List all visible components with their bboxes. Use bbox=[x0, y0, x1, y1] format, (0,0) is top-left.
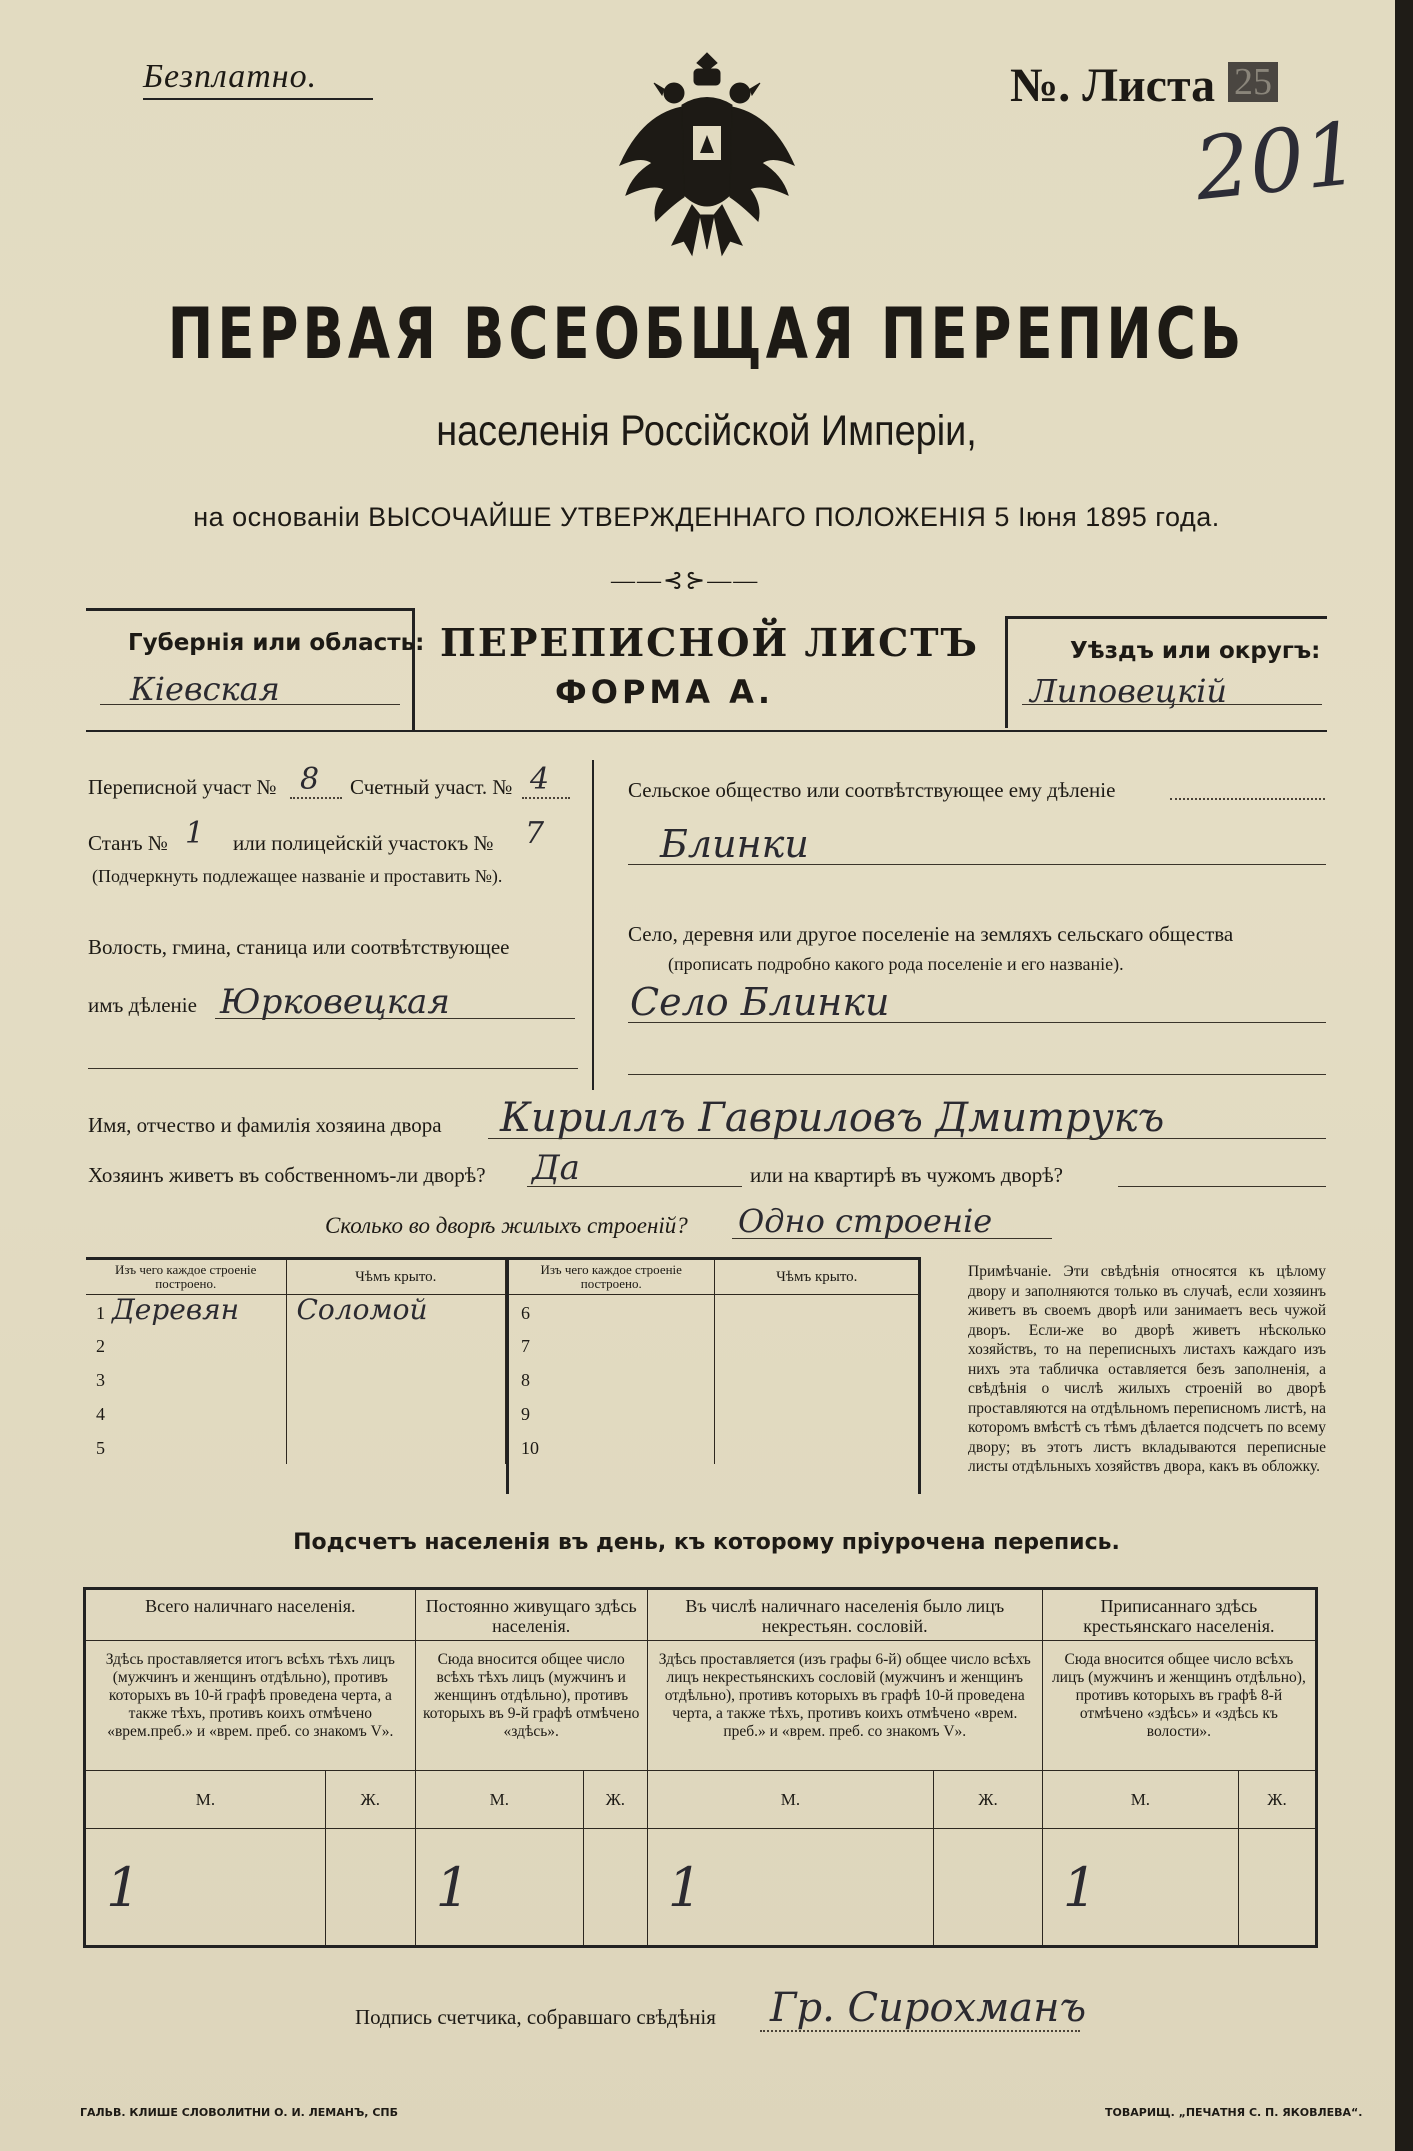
printer-left: ГАЛЬВ. КЛИШЕ СЛОВОЛИТНИ О. И. ЛЕМАНЪ, СПБ bbox=[80, 2106, 398, 2119]
row-number: 2 bbox=[96, 1336, 105, 1356]
counting-section-line bbox=[522, 797, 570, 799]
guberniya-right-rule bbox=[412, 608, 415, 730]
male-header: М. bbox=[415, 1771, 583, 1829]
female-header: Ж. bbox=[934, 1771, 1043, 1829]
buildings-table-left bbox=[86, 1260, 506, 1464]
row-number: 1 bbox=[96, 1302, 105, 1323]
permanent-female-value bbox=[583, 1829, 647, 1947]
community-value: Блинки bbox=[660, 822, 809, 866]
scan-edge bbox=[1395, 0, 1413, 2151]
registered-female-value bbox=[1238, 1829, 1316, 1947]
guberniya-value: Кіевская bbox=[130, 670, 280, 708]
uyezd-left-rule bbox=[1005, 616, 1008, 728]
male-header: М. bbox=[1042, 1771, 1238, 1829]
stan-value: 1 bbox=[185, 816, 205, 851]
police-district-label: или полицейскій участокъ № bbox=[233, 831, 494, 855]
sheet-number-stamp: 25 bbox=[1228, 62, 1278, 102]
volost-line-2 bbox=[88, 1068, 578, 1069]
non-peasant-male-value: 1 bbox=[647, 1829, 933, 1947]
pop-col-3-header: Въ числѣ наличнаго населенія было лицъ некрестьян. сословій. bbox=[647, 1589, 1042, 1641]
rented-line bbox=[1118, 1186, 1326, 1187]
census-section-label: Переписной участ № bbox=[88, 775, 277, 799]
row-number: 5 bbox=[96, 1438, 105, 1458]
non-peasant-female-value bbox=[934, 1829, 1043, 1947]
volost-line bbox=[215, 1018, 575, 1019]
volost-label-2: имъ дѣленіе bbox=[88, 993, 197, 1017]
uyezd-value: Липовецкій bbox=[1030, 672, 1228, 710]
row-number: 9 bbox=[521, 1404, 530, 1424]
main-title: ПЕРВАЯ ВСЕОБЩАЯ ПЕРЕПИСЬ bbox=[167, 293, 1246, 375]
householder-line bbox=[488, 1138, 1326, 1139]
settlement-hint: (прописать подробно какого рода поселеніе и его названіе). bbox=[668, 954, 1124, 974]
registered-male-value: 1 bbox=[1042, 1829, 1238, 1947]
handwritten-sheet-number: 201 bbox=[1190, 103, 1364, 221]
guberniya-top-rule bbox=[86, 608, 414, 611]
census-section-value: 8 bbox=[300, 762, 320, 797]
householder-value: Кириллъ Гавриловъ Дмитрукъ bbox=[500, 1095, 1165, 1141]
row-number: 3 bbox=[96, 1370, 105, 1390]
guberniya-label: Губернія или область: bbox=[128, 630, 425, 656]
free-of-charge-label: Безплатно. bbox=[143, 58, 318, 95]
buildings-count-line bbox=[732, 1238, 1052, 1239]
row-roof: Соломой bbox=[296, 1292, 428, 1326]
decree-line: на основаніи ВЫСОЧАЙШЕ УТВЕРЖДЕННАГО ПОЛОЖЕНІЯ 5 Іюня 1895 года. bbox=[193, 502, 1220, 532]
buildings-table-right-part bbox=[509, 1260, 919, 1464]
row-number: 6 bbox=[521, 1302, 530, 1323]
pop-col-3-desc: Здѣсь проставляется (изъ графы 6-й) общее число всѣхъ лицъ некрестьянскихъ сословій (мужчинъ и женщинъ отдѣльно), противъ которыхъ въ графѣ 10-й проведена черта, а также тѣхъ, противъ коихъ отмѣчено «врем. преб.» и «врем. преб. со знакомъ V». bbox=[647, 1641, 1042, 1771]
police-district-value: 7 bbox=[525, 816, 545, 851]
counting-section-value: 4 bbox=[530, 762, 550, 797]
female-header: Ж. bbox=[1238, 1771, 1316, 1829]
community-line bbox=[628, 864, 1326, 865]
volost-label: Волость, гмина, станица или соотвѣтствующее bbox=[88, 935, 510, 959]
male-header: М. bbox=[85, 1771, 326, 1829]
material-header: Изъ чего каждое строеніе построено. bbox=[86, 1260, 286, 1294]
enumerator-signature: Гр. Сирохманъ bbox=[770, 1985, 1087, 2031]
sheet-number-label: №. Листа bbox=[1010, 59, 1216, 112]
band-bottom-rule bbox=[86, 730, 1327, 732]
roof-header: Чѣмъ крыто. bbox=[286, 1260, 506, 1294]
uyezd-top-rule bbox=[1005, 616, 1327, 619]
community-label: Сельское общество или соотвѣтствующее ему дѣленіе bbox=[628, 778, 1116, 802]
enumerator-signature-label: Подпись счетчика, собравшаго свѣдѣнія bbox=[355, 2005, 716, 2029]
community-line-a bbox=[1170, 798, 1325, 800]
buildings-note: Примѣчаніе. Эти свѣдѣнія относятся къ цѣлому двору и заполняются только въ случаѣ, если хозяинъ живетъ въ своемъ дворѣ или занимаетъ весь чужой дворъ. Если-же во дворѣ живетъ нѣсколько хозяйствъ, то на переписныхъ листахъ каждаго изъ нихъ эта табличка оставляется безъ заполненія, а свѣдѣнія о числѣ жилыхъ строеній во дворѣ проставляются на отдѣльномъ переписномъ листѣ, на которомъ вмѣстѣ съ тѣмъ дѣлается подсчетъ по всему двору; въ этотъ листъ вкладываются переписные листы отдѣльныхъ хозяйствъ двора, какъ въ обложку. bbox=[968, 1263, 1326, 1475]
total-male-value: 1 bbox=[85, 1829, 326, 1947]
pop-col-1-header: Всего наличнаго населенія. bbox=[85, 1589, 416, 1641]
free-underline bbox=[143, 98, 373, 100]
settlement-label: Село, деревня или другое поселеніе на земляхъ сельскаго общества bbox=[628, 922, 1234, 946]
row-number: 8 bbox=[521, 1370, 530, 1390]
population-table bbox=[83, 1587, 1318, 1948]
center-divider bbox=[592, 760, 594, 1090]
own-yard-line bbox=[527, 1186, 742, 1187]
form-subtitle: ФОРМА А. bbox=[555, 673, 775, 711]
female-header: Ж. bbox=[583, 1771, 647, 1829]
rented-label: или на квартирѣ въ чужомъ дворѣ? bbox=[750, 1163, 1063, 1187]
pop-col-4-header: Приписаннаго здѣсь крестьянскаго населенія. bbox=[1042, 1589, 1316, 1641]
pop-col-1-desc: Здѣсь проставляется итогъ всѣхъ тѣхъ лицъ (мужчинъ и женщинъ отдѣльно), противъ которыхъ въ 10-й графѣ проведена черта, а также тѣхъ, противъ коихъ отмѣчено «врем.преб.» и «врем. преб. со знакомъ V». bbox=[85, 1641, 416, 1771]
own-yard-value: Да bbox=[532, 1148, 580, 1188]
stan-label: Станъ № bbox=[88, 831, 168, 855]
buildings-count-label: Сколько во дворѣ жилыхъ строеній? bbox=[325, 1213, 688, 1238]
pop-col-2-header: Постоянно живущаго здѣсь населенія. bbox=[415, 1589, 647, 1641]
volost-value: Юрковецкая bbox=[220, 982, 450, 1022]
guberniya-line bbox=[100, 704, 400, 705]
row-number: 7 bbox=[521, 1336, 530, 1356]
signature-line bbox=[760, 2030, 1080, 2032]
pop-col-4-desc: Сюда вносится общее число всѣхъ лицъ (мужчинъ и женщинъ отдѣльно), противъ которыхъ въ графѣ 8-й отмѣчено «здѣсь» и «здѣсь къ волости». bbox=[1042, 1641, 1316, 1771]
pop-col-2-desc: Сюда вносится общее число всѣхъ тѣхъ лицъ (мужчинъ и женщинъ отдѣльно), противъ которыхъ въ 9-й графѣ отмѣчено «здѣсь». bbox=[415, 1641, 647, 1771]
uyezd-line bbox=[1022, 704, 1322, 705]
printer-right: ТОВАРИЩ. „ПЕЧАТНЯ С. П. ЯКОВЛЕВА“. bbox=[1105, 2106, 1363, 2119]
row-number: 4 bbox=[96, 1404, 105, 1424]
population-title: Подсчетъ населенія въ день, къ которому пріурочена перепись. bbox=[293, 1530, 1120, 1555]
permanent-male-value: 1 bbox=[415, 1829, 583, 1947]
total-female-value bbox=[325, 1829, 415, 1947]
female-header: Ж. bbox=[325, 1771, 415, 1829]
uyezd-label: Уѣздъ или округъ: bbox=[1070, 638, 1321, 664]
subtitle: населенія Россійской Имперіи, bbox=[436, 407, 977, 455]
form-title: ПЕРЕПИСНОЙ ЛИСТЪ bbox=[440, 620, 979, 665]
row-material: Деревян bbox=[112, 1292, 240, 1326]
counting-section-label: Счетный участ. № bbox=[350, 775, 513, 799]
own-yard-label: Хозяинъ живетъ въ собственномъ-ли дворѣ? bbox=[88, 1163, 486, 1187]
settlement-line bbox=[628, 1022, 1326, 1023]
roof-header-2: Чѣмъ крыто. bbox=[714, 1260, 919, 1294]
ornament-divider: ——⊰⊱—— bbox=[611, 568, 760, 594]
census-section-line bbox=[290, 797, 342, 799]
imperial-eagle-emblem bbox=[612, 45, 802, 270]
householder-label: Имя, отчество и фамилія хозяина двора bbox=[88, 1113, 442, 1137]
buildings-count-value: Одно строеніе bbox=[738, 1202, 993, 1240]
underline-instruction: (Подчеркнуть подлежащее названіе и проставить №). bbox=[92, 866, 503, 886]
settlement-line-2 bbox=[628, 1074, 1326, 1075]
settlement-value: Село Блинки bbox=[630, 980, 890, 1024]
row-number: 10 bbox=[521, 1438, 539, 1458]
male-header: М. bbox=[647, 1771, 933, 1829]
material-header-2: Изъ чего каждое строеніе построено. bbox=[509, 1260, 714, 1294]
